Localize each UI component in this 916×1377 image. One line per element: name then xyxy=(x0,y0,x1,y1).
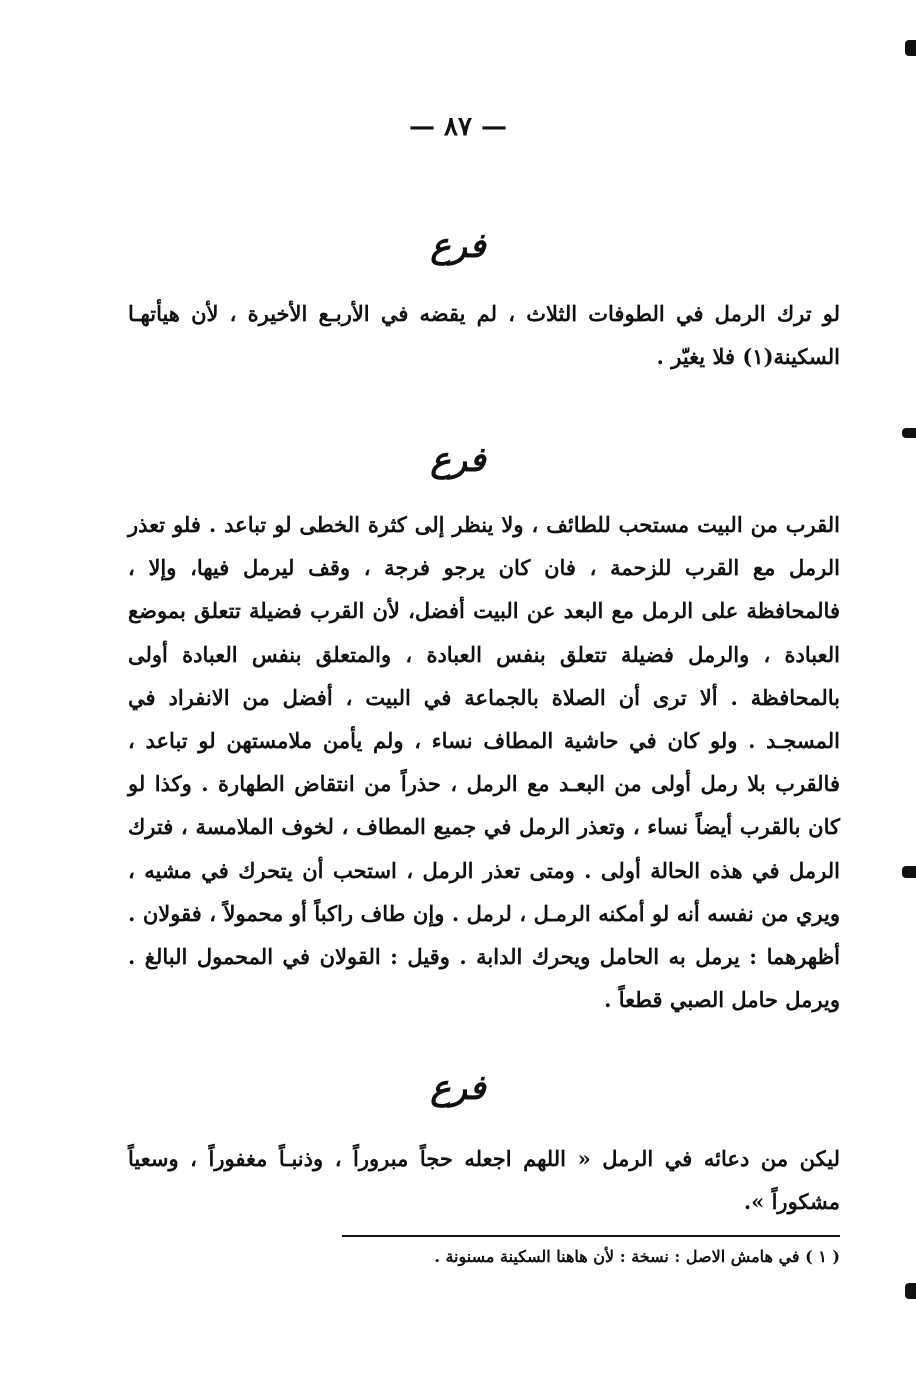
section-text-2: القرب من البيت مستحب للطائف ، ولا ينظر إلى كثرة الخطى لو تباعد . فلو تعذر الرمل مع القرب للزحمة ، فان كان يرجو فرجة ، وقف ليرمل فيها، وإلا ، فالمحافظة على الرمل مع البعد عن البيت أفضل، لأن القرب فضيلة تتعلق بموضع العبادة ، والرمل فضيلة تتعلق بنفس العبادة ، والمتعلق بنفس العبادة أولى بالمحافظة . ألا ترى أن الصلاة بالجماعة في البيت ، أفضل من الانفراد في المسجـد . ولو كان في حاشية المطاف نساء ، ولم يأمن ملامستهن لو تباعد ، فالقرب بلا رمل أولى من البعـد مع الرمل ، حذراً من انتقاض الطهارة . وكذا لو كان بالقرب أيضاً نساء ، وتعذر الرمل في جميع المطاف ، لخوف الملامسة ، فترك الرمل في هذه الحالة أولى . ومتى تعذر الرمل ، استحب أن يتحرك في مشيه ، ويري من نفسه أنه لو أمكنه الرمـل ، لرمل . وإن طاف راكباً أو محمولاً ، فقولان . أظهرهما : يرمل به الحامل ويحرك الدابة . وقيل : القولان في المحمول البالغ . ويرمل حامل الصبي قطعاً . xyxy=(128,512,840,1013)
page-number: — ٨٧ — xyxy=(408,112,508,142)
section-text-3: ليكن من دعائه في الرمل « اللهم اجعله حجاً مبروراً ، وذنبـاً مغفوراً ، وسعياً مشكوراً ». xyxy=(128,1146,840,1215)
section-text-1: لو ترك الرمل في الطوفات الثلاث ، لم يقضه في الأربـع الأخيرة ، لأن هيأتهـا السكينة(١) فلا يغيّر . xyxy=(128,301,840,370)
section-heading-1: فرع xyxy=(430,226,486,266)
section-heading-3: فرع xyxy=(430,1068,486,1108)
scan-binding-mark-2 xyxy=(902,428,916,438)
scan-binding-mark-1 xyxy=(905,40,916,56)
section-heading-2: فرع xyxy=(430,440,486,480)
footnote: ( ١ ) في هامش الاصل : نسخة : لأن هاهنا السكينة مسنونة . xyxy=(434,1247,840,1266)
scan-binding-mark-4 xyxy=(905,1283,916,1299)
scan-binding-mark-3 xyxy=(902,866,916,878)
footnote-divider xyxy=(342,1235,840,1237)
